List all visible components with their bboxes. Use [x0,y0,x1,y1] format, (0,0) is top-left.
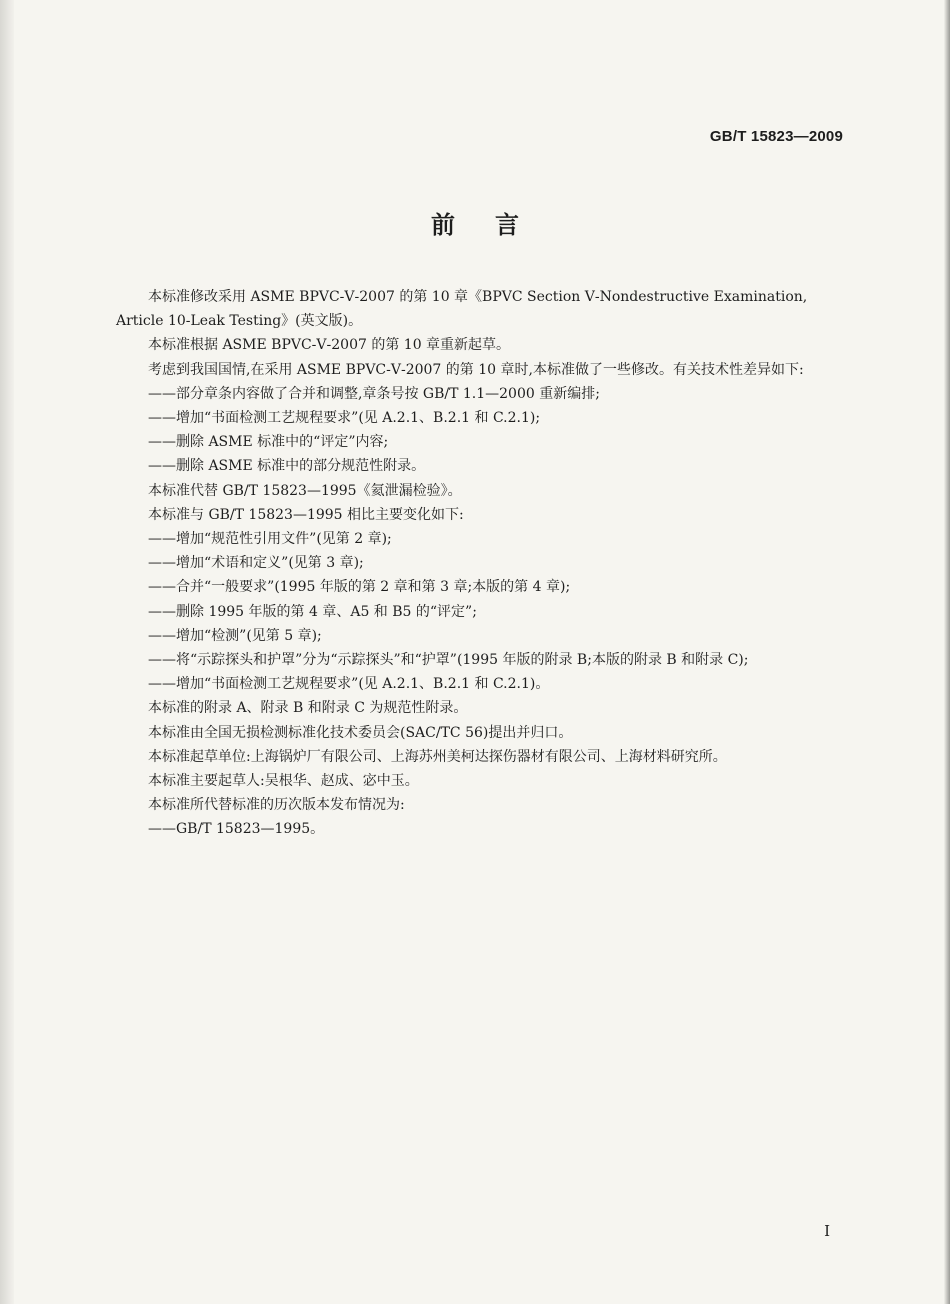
paragraph: 考虑到我国国情,在采用 ASME BPVC-Ⅴ-2007 的第 10 章时,本标准做了一些修改。有关技术性差异如下: [148,361,804,378]
list-item: ——增加“书面检测工艺规程要求”(见 A.2.1、B.2.1 和 C.2.1); [148,410,541,427]
paragraph: 本标准由全国无损检测标准化技术委员会(SAC/TC 56)提出并归口。 [148,724,573,741]
list-item: ——增加“书面检测工艺规程要求”(见 A.2.1、B.2.1 和 C.2.1)。 [148,676,550,693]
page-number: I [824,1222,830,1240]
paragraph: 本标准所代替标准的历次版本发布情况为: [148,797,405,814]
paragraph: 本标准代替 GB/T 15823—1995《氦泄漏检验》。 [148,482,462,499]
standard-id: GB/T 15823—2009 [709,128,843,145]
list-item: ——增加“术语和定义”(见第 3 章); [148,555,364,572]
list-item: ——增加“检测”(见第 5 章); [148,627,322,644]
list-item: ——部分章条内容做了合并和调整,章条号按 GB/T 1.1—2000 重新编排; [148,385,600,402]
paragraph: 本标准修改采用 ASME BPVC-Ⅴ-2007 的第 10 章《BPVC Section Ⅴ-Nondestructive Examination, Article 10-Leak Testing》(英文版)。 [116,289,808,330]
body-text [116,285,846,842]
scan-edge-right [944,0,950,1304]
paragraph: 本标准主要起草人:吴根华、赵成、宓中玉。 [148,773,419,790]
list-item: ——增加“规范性引用文件”(见第 2 章); [148,531,392,548]
page-title: 前言 [431,211,559,239]
list-item: ——删除 1995 年版的第 4 章、A5 和 B5 的“评定”; [148,603,477,620]
list-item: ——删除 ASME 标准中的“评定”内容; [148,434,389,451]
paragraph: 本标准与 GB/T 15823—1995 相比主要变化如下: [148,506,464,523]
paragraph: 本标准起草单位:上海锅炉厂有限公司、上海苏州美柯达探伤器材有限公司、上海材料研究所。 [148,748,727,765]
paragraph: 本标准的附录 A、附录 B 和附录 C 为规范性附录。 [148,700,468,717]
list-item: ——将“示踪探头和护罩”分为“示踪探头”和“护罩”(1995 年版的附录 B;本版的附录 B 和附录 C); [148,652,749,669]
list-item: ——删除 ASME 标准中的部分规范性附录。 [148,458,426,475]
list-item: ——GB/T 15823—1995。 [148,821,325,838]
paragraph: 本标准根据 ASME BPVC-Ⅴ-2007 的第 10 章重新起草。 [148,337,511,354]
scan-edge-left [0,0,14,1304]
list-item: ——合并“一般要求”(1995 年版的第 2 章和第 3 章;本版的第 4 章); [148,579,571,596]
